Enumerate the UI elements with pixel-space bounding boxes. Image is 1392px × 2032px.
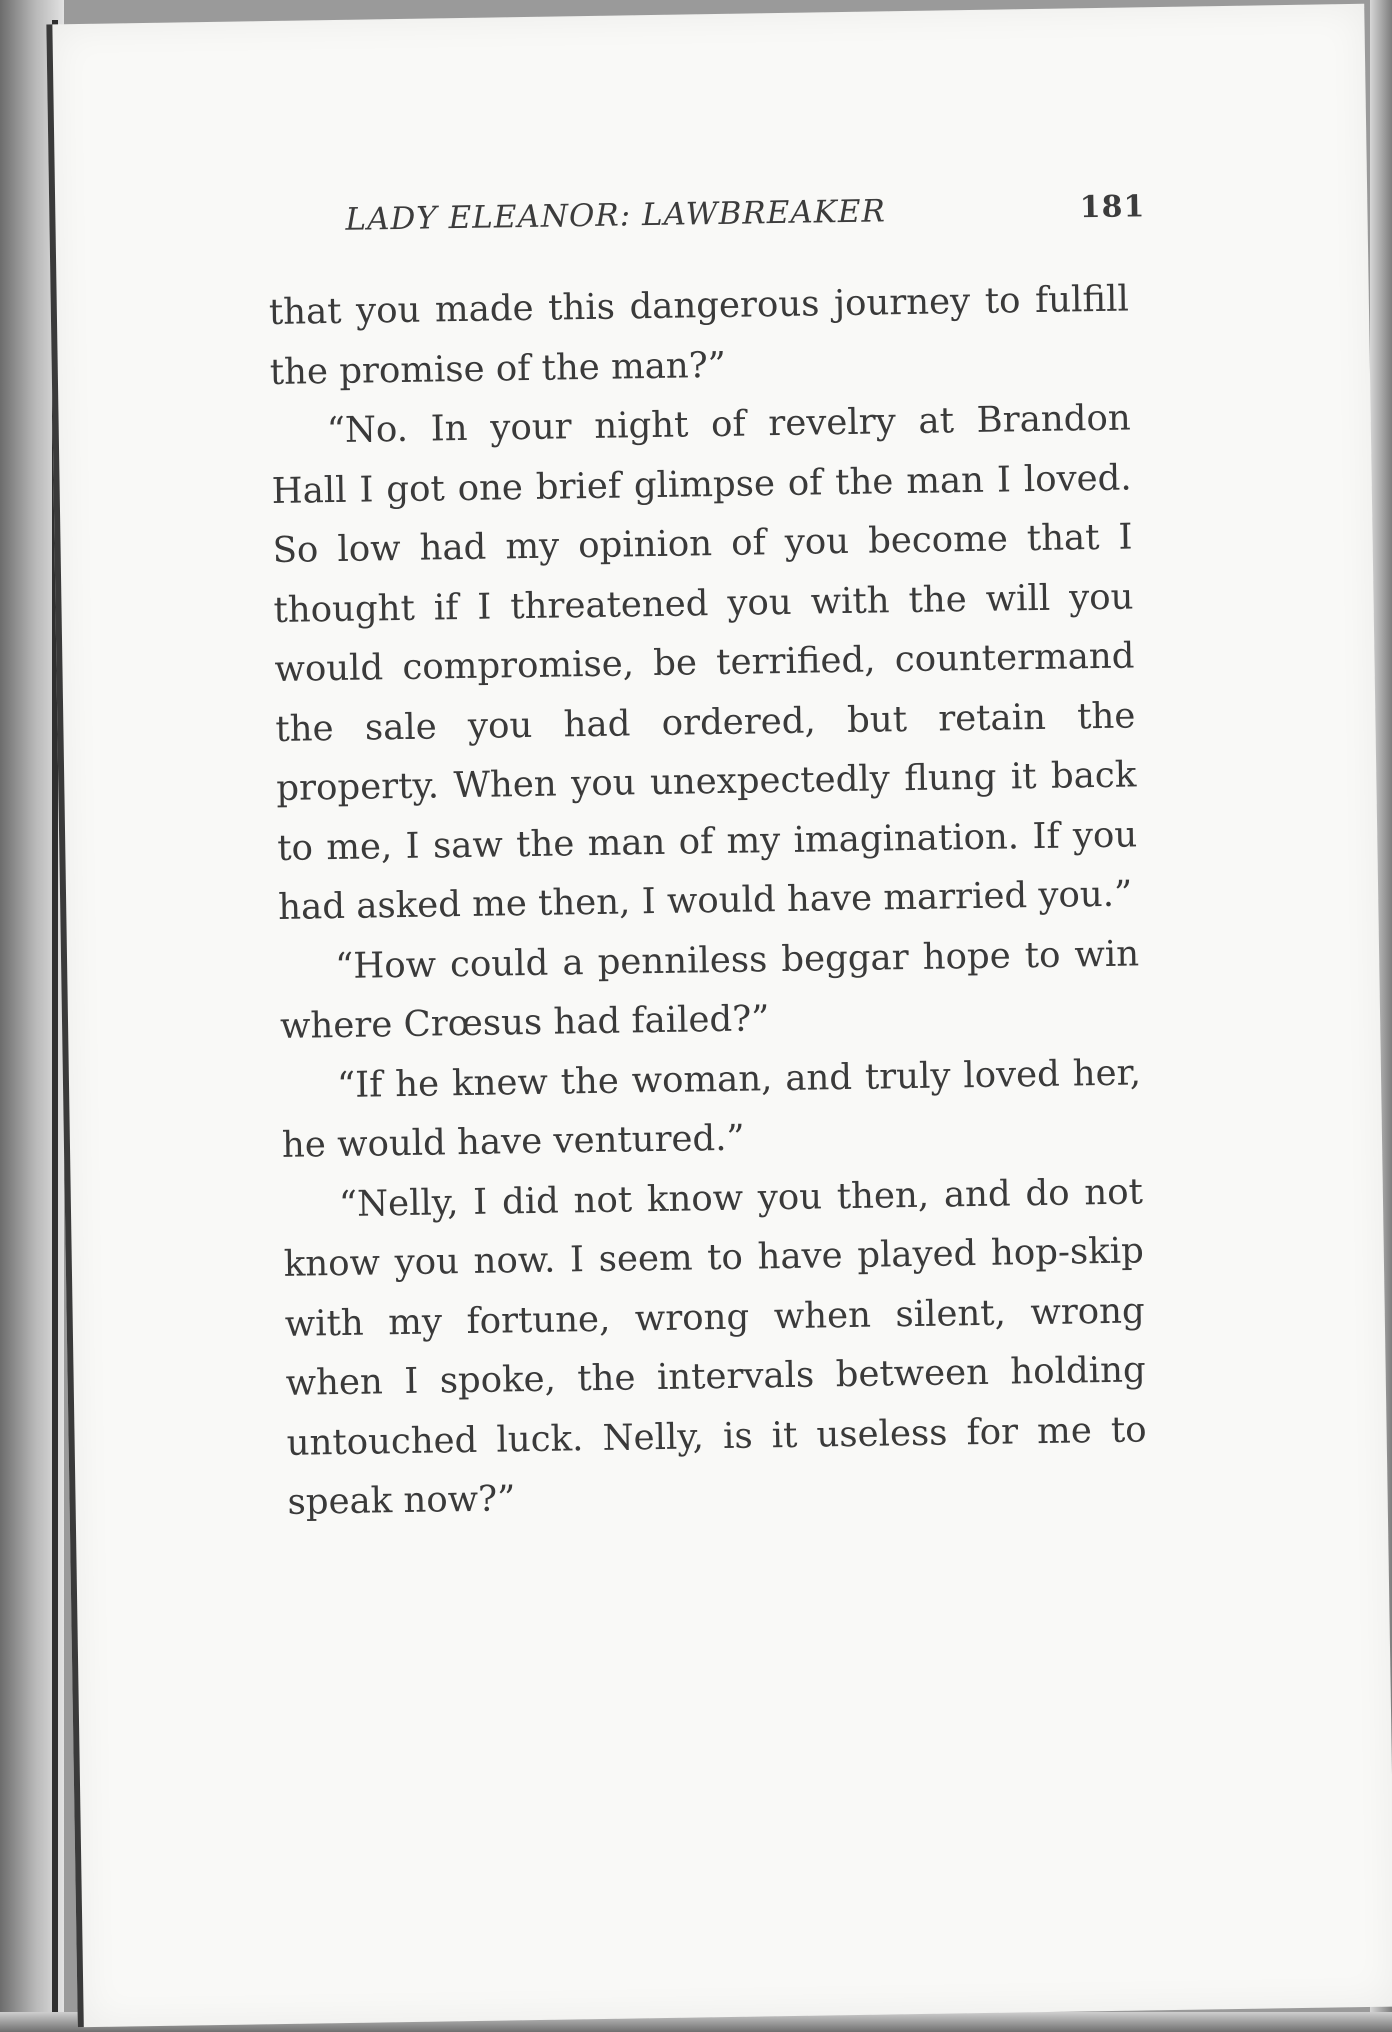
page-sheet	[46, 4, 1392, 2027]
running-title: LADY ELEANOR: LAWBREAKER	[345, 193, 887, 238]
paragraph-continuation: that you made this dangerous journey to fulfill the promise of the man?”	[268, 278, 1130, 393]
paragraph: “How could a penniless beggar hope to win where Crœsus had failed?”	[279, 932, 1140, 1047]
paragraph: “No. In your night of revelry at Brandon Hall I got one brief glimpse of the man I loved. So low had my opinion of you become that I thought if I threatened you with the will you would compromise, be terrified, countermand the sale you had ordered, but retain the property. When you unexpectedly flung it back to me, I saw the man of my imagination. If you had asked me then, I would have married you.”	[271, 397, 1138, 928]
paragraph: “If he knew the woman, and truly loved her, he would have ventured.”	[281, 1051, 1142, 1166]
page-number: 181	[1079, 189, 1146, 226]
paragraph: “Nelly, I did not know you then, and do not know you now. I seem to have played hop-skip with my fortune, wrong when silent, wrong when I spoke, the intervals between holding untouched luck. Nelly, is it useless for me to speak now?”	[283, 1170, 1147, 1523]
body-text	[268, 270, 1148, 1533]
running-head	[345, 189, 1145, 238]
